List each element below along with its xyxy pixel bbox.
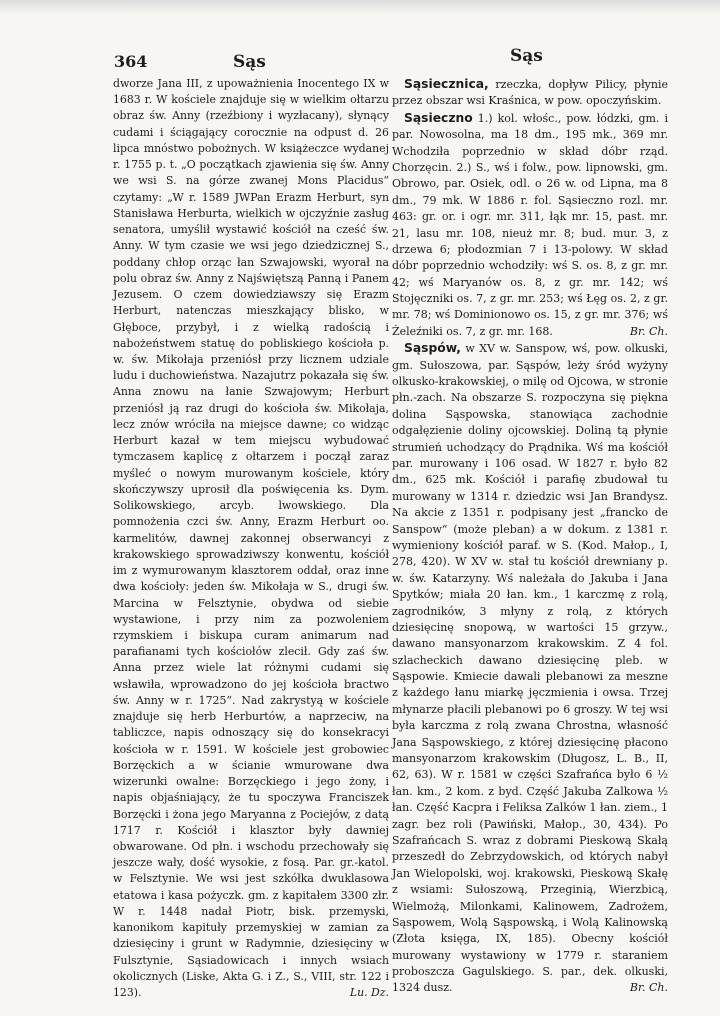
entry-heading: Sąspów,: [404, 341, 461, 356]
left-column-paragraph: [113, 76, 389, 1001]
entry-heading: Sąsiecznica,: [404, 77, 489, 91]
entry-sasieczno: [392, 110, 668, 340]
entry-text: w XV w. Sanspow, wś, pow. olkuski, gm. Sułoszowa, par. Sąspów, leży śród wyżyny olkusko-krakowskiej, o milę od Ojcowa, w stronie płn.-zach. Na obszarze S. rozpoczyna się piękna dolina Sąspowska, stanowiąca zachodnie odgałęzienie doliny ojcowskiej. Doliną tą płynie strumień uchodzący do Prądnika. Wś ma kościół par. murowany i 106 osad. W 1827 r. było 82 dm., 625 mk. Kościół i parafię zbudował tu murowany w 1314 r. dziedzic wsi Jan Brandysz. Na akcie z 1351 r. podpisany jest „francko de Sanspow“ (może pleban) a w dokum. z 1381 r. wymieniony kościół paraf. w S. (Kod. Małop., I, 278, 420). W XV w. stał tu kościół drewniany p. w. św. Katarzyny. Wś należała do Jakuba i Jana Spytków; miała 20 łan. km., 1 karczmę z rolą, zagrodników, 3 młyny z rolą, z których dziesięcinę snopową, w wartości 15 grzyw., dawano mansyonarzom krakowskim. Z 4 fol. szlacheckich dawano dziesięcinę pleb. w Sąspowie. Kmiecie dawali plebanowi za meszne z każdego łanu miarkę jęczmienia i owsa. Trzej młynarze płacili plebanowi po 6 groszy. W tej wsi była karczma z rolą zwana Chrostna, własność Jana Sąspowskiego, z której dziesięcinę płacono mansyonarzom krakowskim (Długosz, L. B., II, 62, 63). W r. 1581 w części Szafrańca było 6 ½ łan. km., 2 kom. z byd. Część Jakuba Zalkowa ½ łan. Część Kacpra i Feliksa Zalków 1 łan. ziem., 1 zagr. bez roli (Pawiński, Małop., 30, 434). Po Szafrańcach S. wraz z dobrami Pieskową Skałą przeszedł do Zebrzydowskich, od których nabył Jan Wielopolski, woj. krakowski, Pieskową Skałę z wsiami: Sułoszową, Przeginią, Wierzbicą, Wielmożą, Milonkami, Kalinowem, Zadrożem, Sąspowem, Wolą Sąspowską, i Wolą Kalinowską (Złota księga, IX, 185). Obecny kościół murowany wystawiony w 1779 r. staraniem proboszcza Gagulskiego. S. par., dek. olkuski, 1324 dusz.: [392, 342, 668, 995]
entry-sasiecznica: [392, 76, 668, 110]
author-signature: Br. Ch.: [629, 324, 668, 338]
entry-text: rzeczka, dopływ Pilicy, płynie przez obszar wsi Kraśnica, w pow. opoczyńskim.: [392, 78, 668, 108]
page-top-shadow: [0, 0, 720, 14]
entry-heading: Sąsieczno: [404, 110, 473, 125]
running-head-right: Sąs: [510, 46, 543, 66]
left-column: [113, 76, 389, 1001]
left-column-text: dworze Jana III, z upoważnienia Inocentego IX w 1683 r. W kościele znajduje się w wielkim ołtarzu obraz św. Anny (rzeźbiony i wyzłacany), słynący cudami i ściągający corocznie na odpust d. 26 lipca mnóstwo pobożnych. W książeczce wydanej r. 1755 p. t. „O początkach zjawienia się św. Anny we wsi S. na górze zwanej Mons Placidus“ czytamy: „W r. 1589 JWPan Erazm Herburt, syn Stanisława Herburta, wielkich w ojczyźnie zasług senatora, umyślił wystawić kościół na cześć św. Anny. W tym czasie we wsi jego dziedzicznej S., poddany chłop orząc łan Szwajowski, wyorał na polu obraz św. Anny z Najświętszą Panną i Panem Jezusem. O czem dowiedziawszy się Erazm Herburt, natenczas mieszkający blisko, w Głęboce, przybył, i z wielką radością i nabożeństwem statuę do pobliskiego kościoła p. w. św. Mikołaja przeniósł przy licznem udziale ludu i duchowieństwa. Nazajutrz pokazała się św. Anna znowu na łanie Szwajowym; Herburt przeniósł ją raz drugi do kościoła św. Mikołaja, lecz znów wróciła na miejsce dawne; co widząc Herburt kazał w tem miejscu wybudować tymczasem kaplicę z ołtarzem i począł zaraz myśleć o nowym murowanym kościele, który skończywszy uprosił dla poświęcenia ks. Dym. Solikowskiego, arcyb. lwowskiego. Dla pomnożenia czci św. Anny, Erazm Herburt oo. karmelitów, dawnej zakonnej obserwancyi z krakowskiego sprowadziwszy konwentu, kościół im z wymurowanym klasztorem oddał, oraz inne dwa kościoły: jeden św. Mikołaja w S., drugi św. Marcina w Felsztynie, obydwa od siebie wystawione, i przy nim za pozwoleniem rzymskiem i biskupa curam animarum nad parafianami tych kościołów zlecił. Gdy zaś św. Anna przez wiele lat różnymi cudami się wsławiła, wprowadzono do jej kościoła bractwo św. Anny w r. 1725“. Nad zakrystyą w kościele znajduje się herb Herburtów, a naprzeciw, na tabliczce, napis odnoszący się do konsekracyi kościoła w r. 1591. W kościele jest grobowiec Borzęckich a w ścianie wmurowane dwa wizerunki owalne: Borzęckiego i jego żony, i napis objaśniający, że tu spoczywa Franciszek Borzęcki i żona jego Maryanna z Pociejów, z datą 1717 r. Kościół i klasztor były dawniej obwarowane. Od płn. i wschodu przechowały się jeszcze wały, dość wysokie, z fosą. Par. gr.-katol. w Felsztynie. We wsi jest szkółka dwuklasowa etatowa i kasa pożyczk. gm. z kapitałem 3300 złr. W r. 1448 nadał Piotr, bisk. przemyski, kanonikom kapituły przemyskiej w zamian za dziesięciny i grunt w Radymnie, dziesięciny w Fulsztynie, Sąsiadowicach i innych wsiach okolicznych (Liske, Akta G. i Z., S., VIII, str. 122 i 123).: [113, 77, 389, 1000]
running-head-left: Sąs: [233, 52, 266, 72]
entry-text: 1.) kol. włośc., pow. łódzki, gm. i par. Nowosolna, ma 18 dm., 195 mk., 369 mr. Wchodziła poprzednio w skład dóbr rząd. Chorzęcin. 2.) S., wś i folw., pow. lipnowski, gm. Obrowo, par. Osiek, odl. o 26 w. od Lipna, ma 8 dm., 79 mk. W 1886 r. fol. Sąsieczno rozl. mr. 463: gr. or. i ogr. mr. 311, łąk mr. 15, past. mr. 21, lasu mr. 108, nieuż mr. 8; bud. mur. 3, z drzewa 6; płodozmian 7 i 13-polowy. W skład dóbr poprzednio wchodziły: wś S. os. 8, z gr. mr. 42; wś Maryanów os. 8, z gr. mr. 142; wś Stojęczniki os. 7, z gr. mr. 253; wś Łęg os. 2, z gr. mr. 78; wś Dominionowo os. 15, z gr. mr. 376; wś Żeleźniki os. 7, z gr. mr. 168.: [392, 111, 668, 338]
right-column: [392, 76, 668, 997]
page-number: 364: [114, 52, 148, 71]
author-signature: Lu. Dz.: [349, 986, 389, 1000]
page-header: [0, 42, 720, 72]
author-signature: Br. Ch.: [629, 981, 668, 995]
entry-saspow: [392, 340, 668, 997]
